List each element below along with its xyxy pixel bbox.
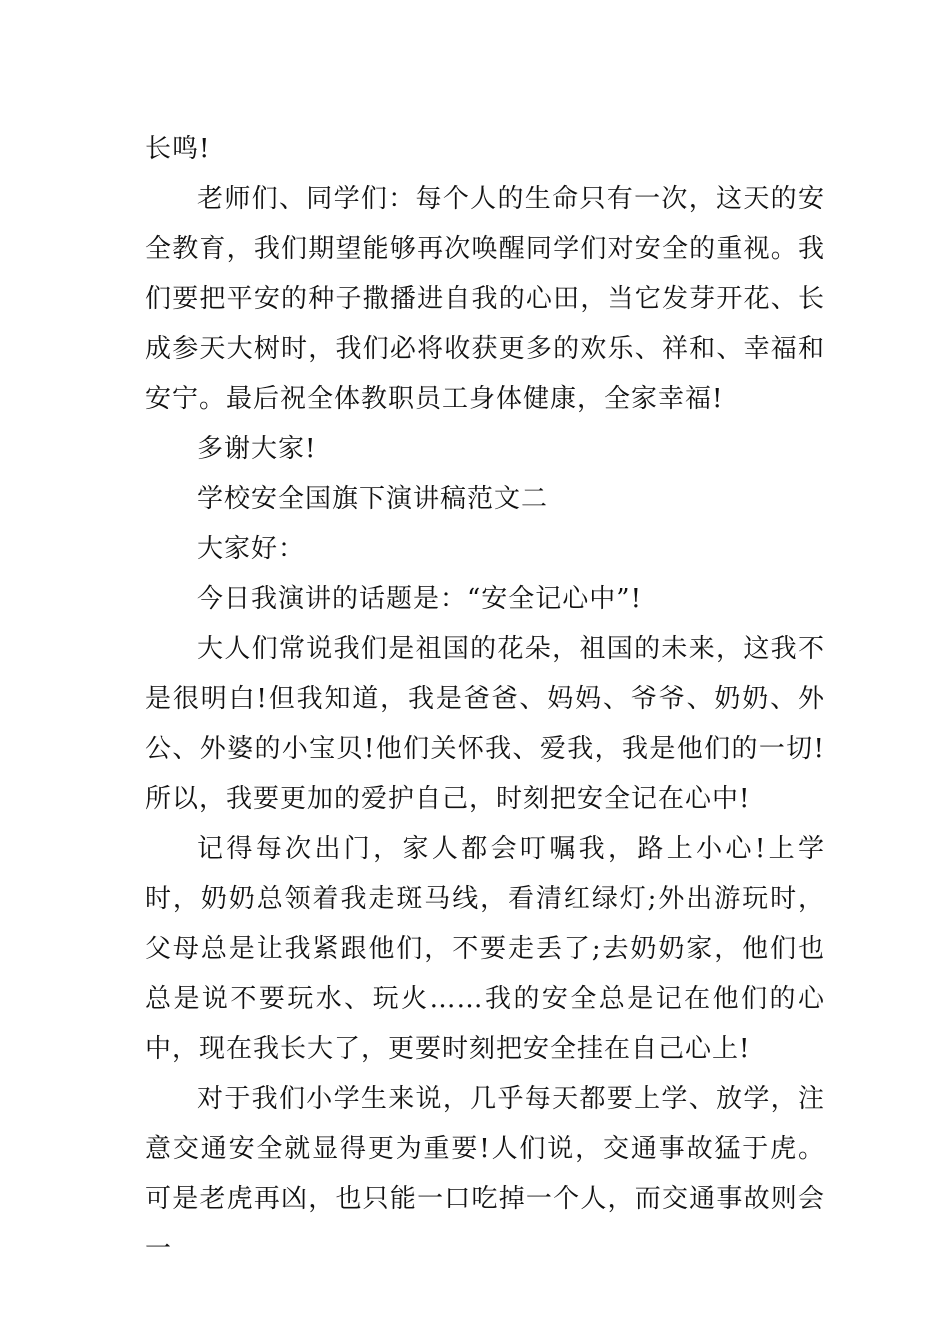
- paragraph-body-3: 对于我们小学生来说，几乎每天都要上学、放学，注意交通安全就显得更为重要!人们说，交通事故猛于虎。可是老虎再凶，也只能一口吃掉一个人，而交通事故则会一: [145, 1084, 825, 1264]
- paragraph-greeting: 大家好：: [197, 534, 306, 564]
- section-title: 学校安全国旗下演讲稿范文二: [197, 484, 549, 514]
- paragraph-topic: 今日我演讲的话题是：“安全记心中”!: [197, 584, 643, 614]
- document-body: [145, 124, 825, 1274]
- paragraph-closing-remarks: 老师们、同学们：每个人的生命只有一次，这天的安全教育，我们期望能够再次唤醒同学们对安全的重视。我们要把平安的种子撒播进自我的心田，当它发芽开花、长成参天大树时，我们必将收获更多的欢乐、祥和、幸福和安宁。最后祝全体教职员工身体健康，全家幸福!: [145, 184, 825, 414]
- paragraph-body-2: 记得每次出门，家人都会叮嘱我，路上小心!上学时，奶奶总领着我走斑马线，看清红绿灯;外出游玩时，父母总是让我紧跟他们，不要走丢了;去奶奶家，他们也总是说不要玩水、玩火……我的安全总是记在他们的心中，现在我长大了，更要时刻把安全挂在自己心上!: [145, 834, 825, 1064]
- paragraph-body-1: 大人们常说我们是祖国的花朵，祖国的未来，这我不是很明白!但我知道，我是爸爸、妈妈、爷爷、奶奶、外公、外婆的小宝贝!他们关怀我、爱我，我是他们的一切!所以，我要更加的爱护自己，时刻把安全记在心中!: [145, 634, 825, 814]
- paragraph-thanks: 多谢大家!: [197, 434, 317, 464]
- paragraph-continuation: 长鸣!: [145, 134, 211, 164]
